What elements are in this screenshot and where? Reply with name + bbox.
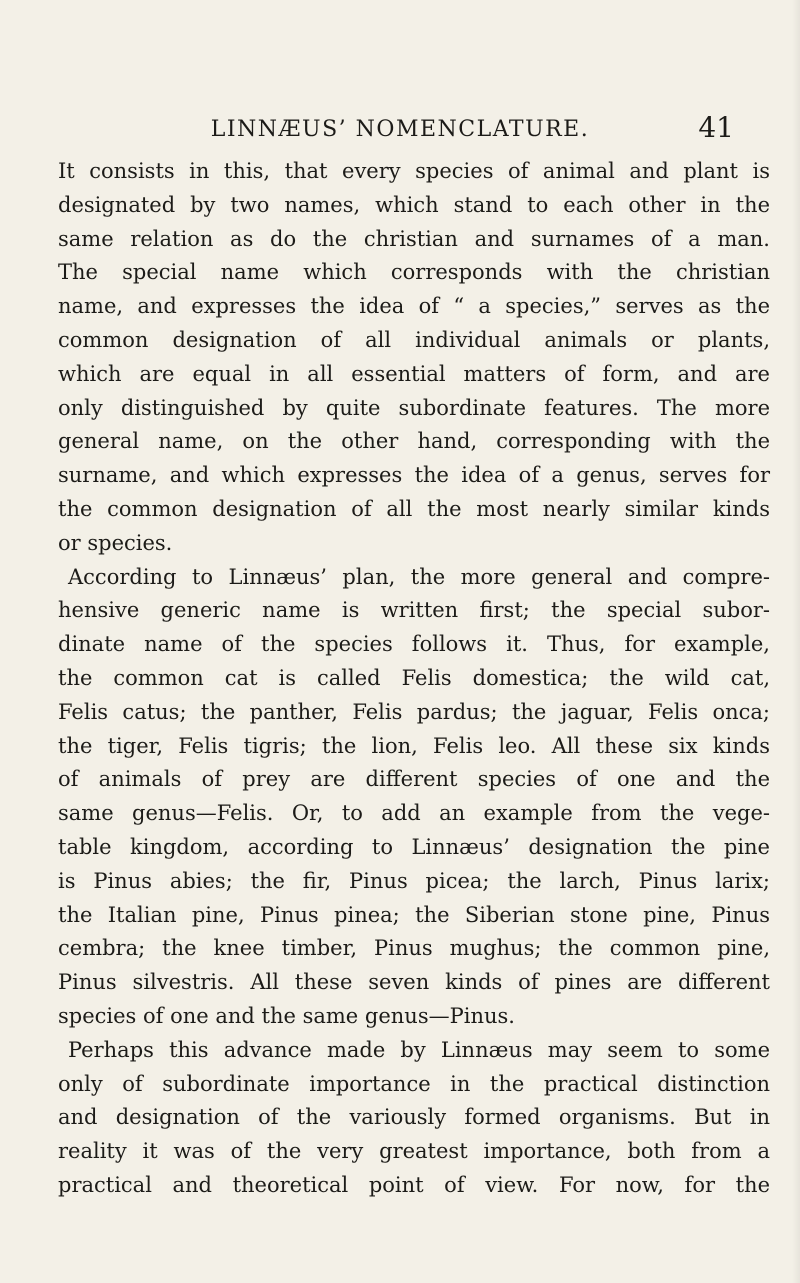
running-head bbox=[0, 112, 800, 148]
text-line: designated by two names, which stand to each other in the bbox=[58, 192, 770, 217]
text-line: dinate name of the species follows it. Thus, for example, bbox=[58, 632, 770, 657]
text-line: same relation as do the christian and surnames of a man. bbox=[58, 226, 770, 251]
text-line: It consists in this, that every species of animal and plant is bbox=[58, 159, 770, 183]
text-line: surname, and which expresses the idea of a genus, serves for bbox=[58, 463, 770, 488]
text-line: hensive generic name is written first; the special subor- bbox=[58, 598, 770, 623]
text-line: practical and theoretical point of view. For now, for the bbox=[58, 1172, 770, 1197]
text-line: name, and expresses the idea of “ a species,” serves as the bbox=[58, 294, 770, 319]
text-line: general name, on the other hand, corresponding with the bbox=[58, 429, 770, 454]
text-line: and designation of the variously formed organisms. But in bbox=[58, 1105, 770, 1130]
page-edge-shadow bbox=[792, 0, 800, 1283]
paragraph bbox=[58, 1034, 770, 1203]
text-line: or species. bbox=[58, 530, 173, 555]
text-line: which are equal in all essential matters of form, and are bbox=[58, 361, 770, 386]
text-line: cembra; the knee timber, Pinus mughus; the common pine, bbox=[58, 936, 770, 961]
paragraph bbox=[58, 155, 770, 561]
text-line: the Italian pine, Pinus pinea; the Siberian stone pine, Pinus bbox=[58, 902, 770, 927]
text-line: reality it was of the very greatest importance, both from a bbox=[58, 1139, 770, 1164]
text-line: of animals of prey are different species of one and the bbox=[58, 767, 770, 792]
text-line: the tiger, Felis tigris; the lion, Felis leo. All these six kinds bbox=[58, 733, 770, 758]
body-text bbox=[58, 155, 770, 1203]
text-line: Perhaps this advance made by Linnæus may seem to some bbox=[68, 1037, 770, 1062]
text-line: same genus—Felis. Or, to add an example from the vege- bbox=[58, 801, 770, 826]
text-line: the common designation of all the most nearly similar kinds bbox=[58, 496, 770, 521]
text-line: Felis catus; the panther, Felis pardus; the jaguar, Felis onca; bbox=[58, 699, 770, 724]
paragraph bbox=[58, 561, 770, 1034]
text-line: only distinguished by quite subordinate features. The more bbox=[58, 395, 770, 420]
text-line: table kingdom, according to Linnæus’ designation the pine bbox=[58, 834, 770, 859]
running-title: LINNÆUS’ NOMENCLATURE. bbox=[210, 117, 590, 142]
page-number: 41 bbox=[698, 111, 734, 144]
text-line: is Pinus abies; the fir, Pinus picea; the larch, Pinus larix; bbox=[58, 868, 770, 893]
text-line: The special name which corresponds with the christian bbox=[58, 260, 770, 285]
text-line: the common cat is called Felis domestica; the wild cat, bbox=[58, 665, 770, 690]
text-line: species of one and the same genus—Pinus. bbox=[58, 1003, 515, 1028]
text-line: only of subordinate importance in the practical distinction bbox=[58, 1071, 770, 1096]
text-line: According to Linnæus’ plan, the more general and compre- bbox=[68, 564, 770, 589]
text-line: Pinus silvestris. All these seven kinds of pines are different bbox=[58, 970, 770, 995]
text-line: common designation of all individual animals or plants, bbox=[58, 327, 770, 352]
